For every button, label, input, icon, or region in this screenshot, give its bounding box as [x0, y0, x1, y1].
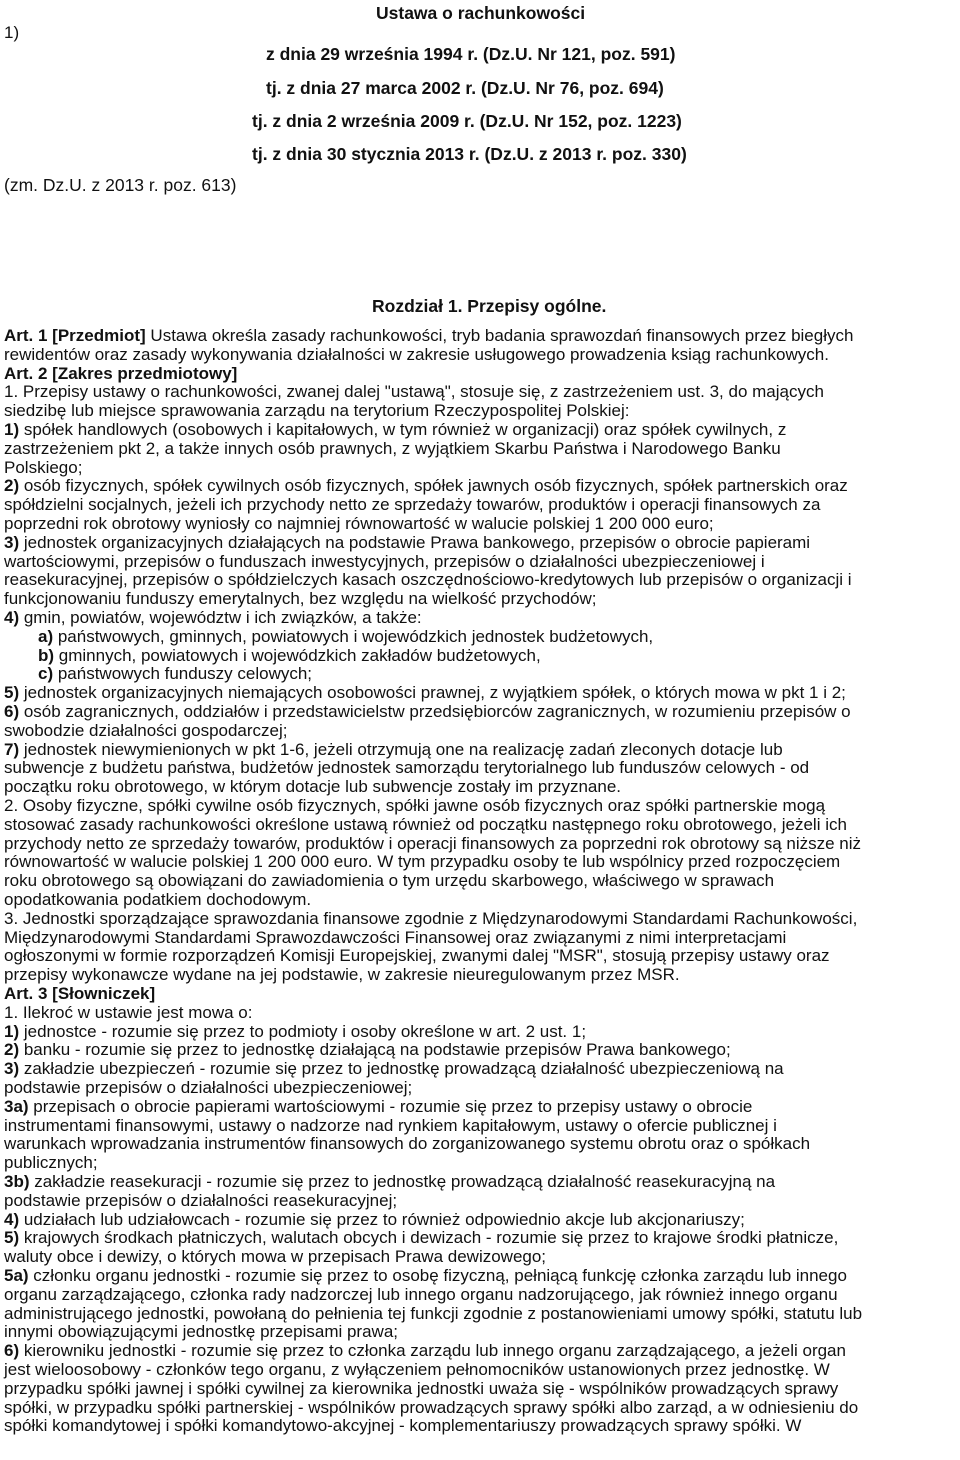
source-line-1: z dnia 29 września 1994 r. (Dz.U. Nr 121, poz. 591) [266, 44, 676, 64]
art2-paragraph-line [4, 890, 956, 909]
item-label: 5) [4, 683, 20, 702]
item-label: 3) [4, 533, 20, 552]
art3-item-line [4, 1022, 956, 1041]
source-line-3: tj. z dnia 2 września 2009 r. (Dz.U. Nr 152, poz. 1223) [252, 111, 682, 131]
source-line-2: tj. z dnia 27 marca 2002 r. (Dz.U. Nr 76, poz. 694) [266, 78, 664, 98]
art3-item-line [4, 1172, 956, 1191]
line-text: banku - rozumie się przez to jednostkę działającą na podstawie przepisów Prawa bankowego; [19, 1040, 731, 1059]
art2-item-line [4, 439, 956, 458]
item-label: 5) [4, 1228, 20, 1247]
line-text: jednostek niewymienionych w pkt 1-6, jeżeli otrzymują one na realizację zadań zleconych dotacje lub [19, 740, 783, 759]
line-text: organu zarządzającego, członka rady nadzorczej lub innego organu nadzorującego, jak również innego organu [4, 1285, 838, 1304]
item-label: b) [38, 646, 55, 665]
line-text: zastrzeżeniem pkt 2, a także innych osób prawnych, z wyjątkiem Skarbu Państwa i Narodowego Banku [4, 439, 781, 458]
item-label: c) [38, 664, 54, 683]
amendment-note: (zm. Dz.U. z 2013 r. poz. 613) [4, 175, 237, 195]
document-title: Ustawa o rachunkowości [376, 3, 586, 23]
line-text: stosować zasady rachunkowości określone ustawą również od początku następnego roku obrotowego, jeżeli ich [4, 815, 847, 834]
art2-item-line [4, 552, 956, 571]
line-text: poprzedni rok obrotowy wyniosły co najmniej równowartość w walucie polskiej 1 200 000 euro; [4, 514, 714, 533]
art2-item-line [4, 589, 956, 608]
art2-paragraph-line [4, 928, 956, 947]
art3-item-line [4, 1379, 956, 1398]
art2-item-line [4, 495, 956, 514]
line-text: Międzynarodowymi Standardami Sprawozdawczości Finansowej oraz związanymi z nimi interpretacjami [4, 928, 787, 947]
item-label: Art. 3 [Słowniczek] [4, 984, 156, 1003]
line-text: subwencje z budżetu państwa, budżetów jednostek samorządu terytorialnego lub funduszów celowych - od [4, 758, 810, 777]
source-line-4: tj. z dnia 30 stycznia 2013 r. (Dz.U. z 2013 r. poz. 330) [252, 144, 687, 164]
art3-item-line [4, 1398, 956, 1417]
art2-item-line [4, 702, 956, 721]
line-text: zakładzie ubezpieczeń - rozumie się przez to jednostkę prowadzącą działalność ubezpieczeniową na [19, 1059, 784, 1078]
art3-item-line [4, 1228, 956, 1247]
line-text: jednostek organizacyjnych niemających osobowości prawnej, z wyjątkiem spółek, o których mowa w pkt 1 i 2; [19, 683, 846, 702]
item-label: 7) [4, 740, 20, 759]
item-label: 3b) [4, 1172, 30, 1191]
art2-paragraph-line [4, 382, 956, 401]
line-text: podstawie przepisów o działalności reasekuracyjnej; [4, 1191, 398, 1210]
line-text: gminnych, powiatowych i wojewódzkich zakładów budżetowych, [54, 646, 541, 665]
line-text: 2. Osoby fizyczne, spółki cywilne osób fizycznych, spółki jawne osób fizycznych oraz spółki partnerskie mogą [4, 796, 826, 815]
line-text: 1. Ilekroć w ustawie jest mowa o: [4, 1003, 253, 1022]
item-label: Art. 2 [Zakres przedmiotowy] [4, 364, 238, 383]
art3-item-line [4, 1416, 956, 1435]
art2-paragraph-line [4, 909, 956, 928]
line-text: instrumentami finansowymi, ustawy o nadzorze nad rynkiem kapitałowym, ustawy o ofercie publicznej i [4, 1116, 777, 1135]
art3-item-line [4, 1040, 956, 1059]
art3-item-line [4, 1210, 956, 1229]
art2-item-line [4, 570, 956, 589]
line-text: osób zagranicznych, oddziałów i przedstawicielstw przedsiębiorców zagranicznych, w rozumieniu przepisów o [19, 702, 851, 721]
art3-heading [4, 984, 956, 1003]
line-text: spółki, w przypadku spółki partnerskiej - wspólników prowadzących sprawy spółki albo zarząd, a w odniesieniu do [4, 1398, 859, 1417]
line-text: równowartość w walucie polskiej 1 200 000 euro. W tym przypadku osoby te lub wspólnicy przed rozpoczęciem [4, 852, 841, 871]
art2-paragraph-line [4, 946, 956, 965]
line-text: państwowych funduszy celowych; [53, 664, 313, 683]
item-label: 4) [4, 608, 20, 627]
line-text: jest wieloosobowy - członków tego organu, z wyłączeniem pełnomocników ustanowionych przez jednostkę. W [4, 1360, 830, 1379]
line-text: gmin, powiatów, województw i ich związków, a także: [19, 608, 422, 627]
art2-item-line [4, 514, 956, 533]
line-text: spółdzielni socjalnych, jeżeli ich przychody netto ze sprzedaży towarów, produktów i operacji finansowych za [4, 495, 821, 514]
line-text: jednostce - rozumie się przez to podmioty i osoby określone w art. 2 ust. 1; [19, 1022, 587, 1041]
art2-paragraph-line [4, 815, 956, 834]
item-label: 1) [4, 420, 20, 439]
art3-intro [4, 1003, 956, 1022]
art3-item-line [4, 1285, 956, 1304]
line-text: przypadku spółki jawnej i spółki cywilnej za kierownika jednostki uważa się - wspólników prowadzących sprawy [4, 1379, 839, 1398]
art3-item-line [4, 1266, 956, 1285]
line-text: opodatkowania podatkiem dochodowym. [4, 890, 312, 909]
art3-item-line [4, 1153, 956, 1172]
chapter-heading: Rozdział 1. Przepisy ogólne. [372, 296, 607, 316]
item-label: 5a) [4, 1266, 29, 1285]
art2-item-line [4, 533, 956, 552]
line-text: innymi obowiązującymi jednostkę przepisami prawa; [4, 1322, 399, 1341]
item-label: 6) [4, 1341, 20, 1360]
art2-item-line [4, 476, 956, 495]
art2-paragraph-line [4, 401, 956, 420]
line-text: członku organu jednostki - rozumie się przez to osobę fizyczną, pełniącą funkcję członka zarządu lub innego [28, 1266, 847, 1285]
art3-item-line [4, 1116, 956, 1135]
art2-item-line [4, 721, 956, 740]
item-label: Art. 1 [Przedmiot] [4, 326, 146, 345]
art1-line [4, 326, 956, 345]
art3-item-line [4, 1078, 956, 1097]
art3-item-line [4, 1247, 956, 1266]
line-text: kierowniku jednostki - rozumie się przez to członka zarządu lub innego organu zarządzającego, a jeżeli organ [19, 1341, 846, 1360]
line-text: przepisy wykonawcze wydane na jej podstawie, w zakresie nieuregulowanym przez MSR. [4, 965, 680, 984]
line-text: początku roku obrotowego, w którym dotacje lub subwencje zostały im przyznane. [4, 777, 622, 796]
line-text: wartościowymi, przepisów o funduszach inwestycyjnych, przepisów o działalności ubezpieczeniowej i [4, 552, 765, 571]
line-text: przychody netto ze sprzedaży towarów, produktów i operacji finansowych za poprzedni rok obrotowy są niższe niż [4, 834, 862, 853]
art2-paragraph-line [4, 796, 956, 815]
art3-item-line [4, 1059, 956, 1078]
line-text: osób fizycznych, spółek cywilnych osób fizycznych, spółek jawnych osób fizycznych, spółek partnerskich oraz [19, 476, 848, 495]
footnote-marker: 1) [4, 23, 20, 42]
line-text: siedzibę lub miejsce sprawowania zarządu na terytorium Rzeczypospolitej Polskiej: [4, 401, 630, 420]
item-label: 1) [4, 1022, 20, 1041]
line-text: przepisach o obrocie papierami wartościowymi - rozumie się przez to przepisy ustawy o obrocie [28, 1097, 753, 1116]
line-text: Polskiego; [4, 458, 83, 477]
art2-subitem-line [4, 627, 960, 646]
art2-paragraph-line [4, 852, 956, 871]
art2-heading [4, 364, 956, 383]
line-text: ogłoszonymi w formie rozporządzeń Komisji Europejskiej, zwanymi dalej "MSR", stosują przepisy ustawy oraz [4, 946, 830, 965]
art2-paragraph-line [4, 965, 956, 984]
line-text: 3. Jednostki sporządzające sprawozdania finansowe zgodnie z Międzynarodowymi Standardami Rachunkowości, [4, 909, 858, 928]
line-text: funkcjonowaniu funduszy emerytalnych, bez względu na wielkość przychodów; [4, 589, 597, 608]
item-label: 3a) [4, 1097, 29, 1116]
line-text: 1. Przepisy ustawy o rachunkowości, zwanej dalej "ustawą", stosuje się, z zastrzeżeniem ust. 3, do mających [4, 382, 824, 401]
art3-item-line [4, 1191, 956, 1210]
art2-item-line [4, 458, 956, 477]
art2-item-line [4, 758, 956, 777]
art2-paragraph-line [4, 871, 956, 890]
art3-item-line [4, 1134, 956, 1153]
line-text: roku obrotowego są obowiązani do zawiadomienia o tym urzędu skarbowego, właściwego w sprawach [4, 871, 775, 890]
art2-paragraph-line [4, 834, 956, 853]
line-text: reasekuracyjnej, przepisów o spółdzielczych kasach oszczędnościowo-kredytowych lub przepisów o organizacji i [4, 570, 852, 589]
item-label: 3) [4, 1059, 20, 1078]
art2-subitem-line [4, 646, 960, 665]
line-text: swobodzie działalności gospodarczej; [4, 721, 288, 740]
line-text: rewidentów oraz zasady wykonywania działalności w zakresie usługowego prowadzenia ksiąg rachunkowych. [4, 345, 829, 364]
art3-item-line [4, 1304, 956, 1323]
line-text: państwowych, gminnych, powiatowych i wojewódzkich jednostek budżetowych, [53, 627, 654, 646]
line-text: publicznych; [4, 1153, 98, 1172]
item-label: 2) [4, 1040, 20, 1059]
line-text: spółek handlowych (osobowych i kapitałowych, w tym również w organizacji) oraz spółek cywilnych, z [19, 420, 787, 439]
art3-item-line [4, 1322, 956, 1341]
line-text: spółki komandytowej i spółki komandytowo-akcyjnej - komplementariuszy prowadzących sprawy spółki. W [4, 1416, 802, 1435]
line-text: podstawie przepisów o działalności ubezpieczeniowej; [4, 1078, 413, 1097]
line-text: Ustawa określa zasady rachunkowości, tryb badania sprawozdań finansowych przez biegłych [145, 326, 854, 345]
line-text: udziałach lub udziałowcach - rozumie się przez to również odpowiednio akcje lub akcjonariuszy; [19, 1210, 745, 1229]
item-label: 6) [4, 702, 20, 721]
line-text: jednostek organizacyjnych działających na podstawie Prawa bankowego, przepisów o obrocie papierami [19, 533, 811, 552]
line-text: zakładzie reasekuracji - rozumie się przez to jednostkę prowadzącą działalność reasekuracyjną na [29, 1172, 776, 1191]
art2-subitem-line [4, 664, 960, 683]
line-text: administrującego jednostki, powołaną do pełnienia tej funkcji zgodnie z postanowieniami umowy spółki, statutu lub [4, 1304, 863, 1323]
line-text: waluty obce i dewizy, o których mowa w przepisach Prawa dewizowego; [4, 1247, 547, 1266]
line-text: krajowych środkach płatniczych, walutach obcych i dewizach - rozumie się przez to krajowe środki płatnicze, [19, 1228, 839, 1247]
art3-item-line [4, 1360, 956, 1379]
art3-item-line [4, 1341, 956, 1360]
art3-item-line [4, 1097, 956, 1116]
item-label: 2) [4, 476, 20, 495]
art2-item-line [4, 777, 956, 796]
art2-item-line [4, 740, 956, 759]
line-text: warunkach wprowadzania instrumentów finansowych do zorganizowanego systemu obrotu oraz o spółkach [4, 1134, 811, 1153]
art1-line [4, 345, 956, 364]
item-label: a) [38, 627, 54, 646]
art2-item-line [4, 683, 956, 702]
item-label: 4) [4, 1210, 20, 1229]
art2-item-line [4, 608, 956, 627]
art2-item-line [4, 420, 956, 439]
